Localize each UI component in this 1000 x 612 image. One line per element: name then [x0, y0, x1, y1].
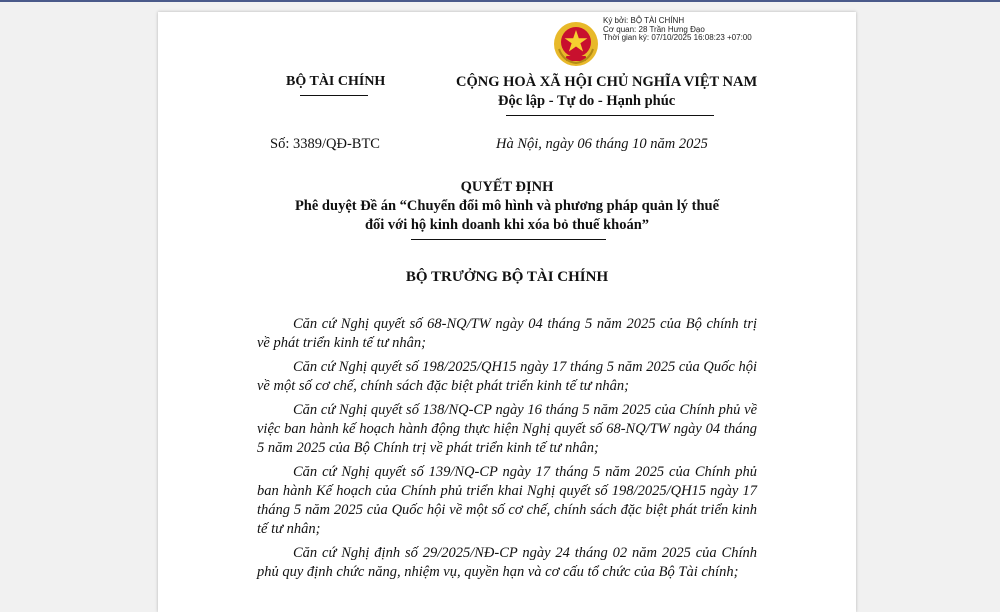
- document-page: [158, 12, 856, 612]
- viewer-top-bar: [0, 0, 1000, 2]
- legal-basis-paragraph: Căn cứ Nghị quyết số 198/2025/QH15 ngày 17 tháng 5 năm 2025 của Quốc hội về một số cơ chế, chính sách đặc biệt phát triển kinh tế tư nhân;: [257, 359, 757, 394]
- document-number: Số: 3389/QĐ-BTC: [270, 136, 380, 152]
- legal-basis-paragraph: Căn cứ Nghị quyết số 139/NQ-CP ngày 17 tháng 5 năm 2025 của Chính phủ ban hành Kế hoạch của Chính phủ triển khai Nghị quyết số 198/2025/QH15 ngày 17 tháng 5 năm 2025 của Quốc hội về một số cơ chế, chính sách đặc biệt phát triển kinh tế tư nhân;: [257, 464, 757, 537]
- digital-signature-block: [603, 17, 752, 43]
- issuing-authority: BỘ TRƯỞNG BỘ TÀI CHÍNH: [405, 269, 609, 285]
- signed-by: Ký bởi: BỘ TÀI CHÍNH: [603, 16, 685, 25]
- legal-basis-paragraph: Căn cứ Nghị định số 29/2025/NĐ-CP ngày 24 tháng 02 năm 2025 của Chính phủ quy định chức năng, nhiệm vụ, quyền hạn và cơ cấu tổ chức của Bộ Tài chính;: [257, 545, 757, 580]
- document-subject-line-1: Phê duyệt Đề án “Chuyển đổi mô hình và phương pháp quản lý thuế: [294, 198, 720, 214]
- document-title: QUYẾT ĐỊNH: [460, 179, 554, 195]
- subject-underline: [411, 239, 606, 240]
- place-and-date: Hà Nội, ngày 06 tháng 10 năm 2025: [496, 136, 708, 152]
- national-emblem-icon: [553, 21, 599, 67]
- motto-underline: [506, 115, 714, 116]
- document-subject-line-2: đối với hộ kinh doanh khi xóa bỏ thuế khoán”: [364, 217, 650, 233]
- signing-time: Thời gian ký: 07/10/2025 16:08:23 +07:00: [603, 33, 752, 42]
- national-motto: Độc lập - Tự do - Hạnh phúc: [498, 93, 676, 109]
- nation-title: CỘNG HOÀ XÃ HỘI CHỦ NGHĨA VIỆT NAM: [456, 74, 758, 90]
- issuing-ministry: BỘ TÀI CHÍNH: [286, 74, 386, 89]
- legal-basis-paragraph: Căn cứ Nghị quyết số 68-NQ/TW ngày 04 tháng 5 năm 2025 của Bộ chính trị về phát triển kinh tế tư nhân;: [257, 316, 757, 351]
- ministry-underline: [300, 95, 368, 96]
- signing-agency: Cơ quan: 28 Trần Hưng Đạo: [603, 24, 705, 34]
- legal-basis-paragraph: Căn cứ Nghị quyết số 138/NQ-CP ngày 16 tháng 5 năm 2025 của Chính phủ về việc ban hành kế hoạch hành động thực hiện Nghị quyết số 68-NQ/TW ngày 04 tháng 5 năm 2025 của Bộ Chính trị về phát triển kinh tế tư nhân;: [257, 402, 757, 456]
- legal-basis-section: [257, 315, 757, 587]
